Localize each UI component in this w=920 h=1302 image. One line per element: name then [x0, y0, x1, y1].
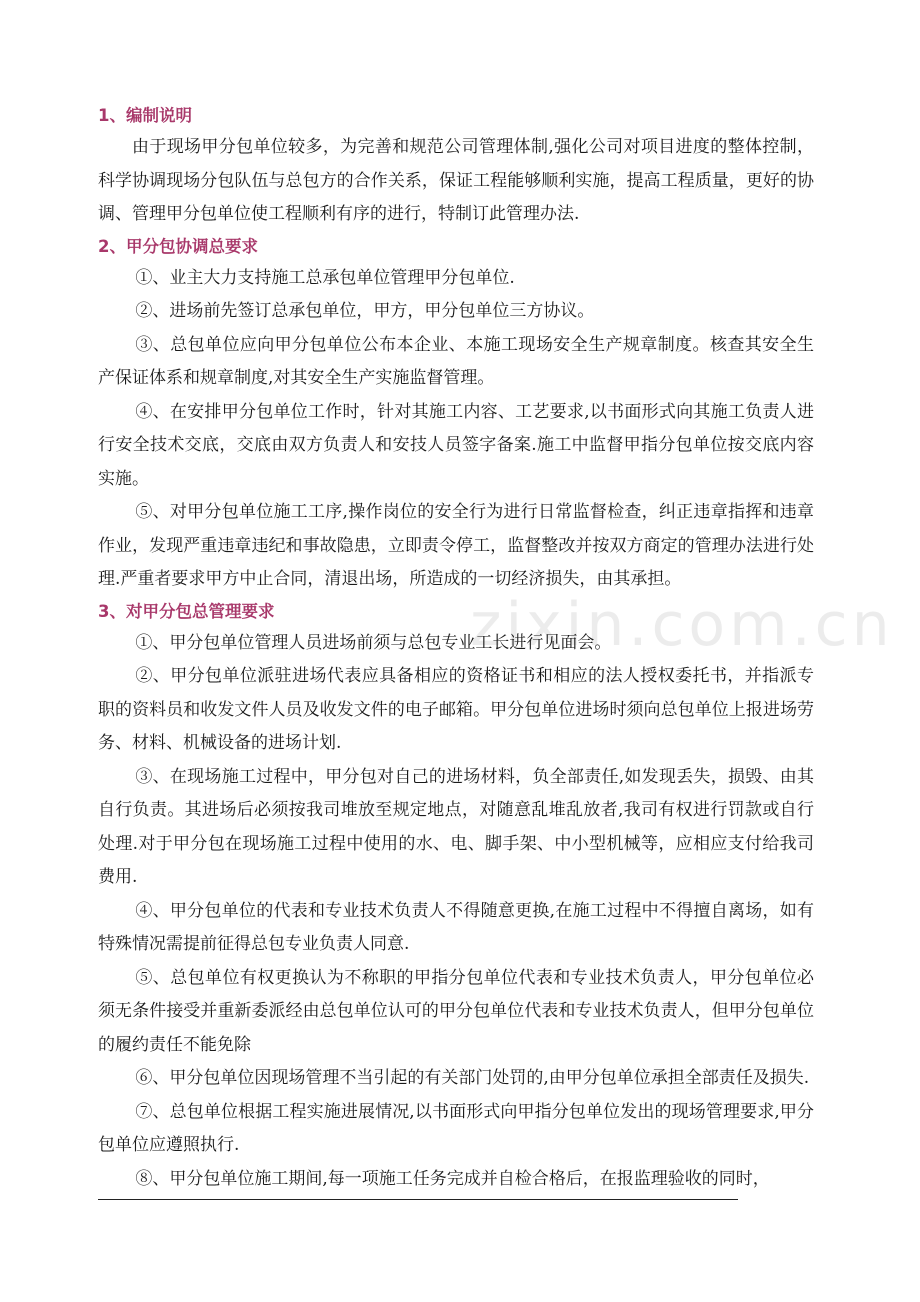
watermark: zixin.com.cn [470, 590, 894, 660]
section-heading-1: 1、编制说明 [98, 106, 192, 125]
list-item: ②、甲分包单位派驻进场代表应具备相应的资格证书和相应的法人授权委托书，并指派专职的资料员和收发文件人员及收发文件的电子邮箱。甲分包单位进场时须向总包单位上报进场劳务、材料、机械设备的进场计划. [98, 666, 814, 753]
list-item: ⑤、总包单位有权更换认为不称职的甲指分包单位代表和专业技术负责人，甲分包单位必须无条件接受并重新委派经由总包单位认可的甲分包单位代表和专业技术负责人，但甲分包单位的履约责任不能免除 [98, 967, 814, 1055]
list-item: ⑧、甲分包单位施工期间,每一项施工任务完成并自检合格后，在报监理验收的同时， [135, 1168, 770, 1189]
list-item: ③、在现场施工过程中，甲分包对自己的进场材料，负全部责任,如发现丢失，损毁、由其自行负责。其进场后必须按我司堆放至规定地点，对随意乱堆乱放者,我司有权进行罚款或自行处理.对于甲分包在现场施工过程中使用的水、电、脚手架、中小型机械等，应相应支付给我司费用. [98, 766, 814, 887]
list-item: ⑦、总包单位根据工程实施进展情况,以书面形式向甲指分包单位发出的现场管理要求,甲分包单位应遵照执行. [98, 1101, 814, 1155]
list-item: ③、总包单位应向甲分包单位公布本企业、本施工现场安全生产规章制度。核查其安全生产保证体系和规章制度,对其安全生产实施监督管理。 [98, 334, 814, 388]
section-heading-3: 3、对甲分包总管理要求 [98, 601, 275, 621]
section-heading-2: 2、甲分包协调总要求 [98, 236, 258, 256]
document-body [98, 101, 814, 1196]
list-item: ②、进场前先签订总承包单位，甲方，甲分包单位三方协议。 [135, 301, 595, 321]
list-item: ④、甲分包单位的代表和专业技术负责人不得随意更换,在施工过程中不得擅自离场，如有特殊情况需提前征得总包专业负责人同意. [98, 900, 814, 954]
list-item: ⑥、甲分包单位因现场管理不当引起的有关部门处罚的,由甲分包单位承担全部责任及损失. [135, 1068, 810, 1088]
list-item: ①、业主大力支持施工总承包单位管理甲分包单位. [135, 267, 515, 288]
list-item: ⑤、对甲分包单位施工工序,操作岗位的安全行为进行日常监督检查，纠正违章指挥和违章作业，发现严重违章违纪和事故隐患，立即责令停工，监督整改并按双方商定的管理办法进行处理.严重者要求甲方中止合同，清退出场，所造成的一切经济损失，由其承担。 [98, 502, 814, 589]
footer-rule [98, 1199, 738, 1200]
list-item: ①、甲分包单位管理人员进场前须与总包专业工长进行见面会。 [135, 632, 612, 653]
paragraph: 由于现场甲分包单位较多，为完善和规范公司管理体制,强化公司对项目进度的整体控制，科学协调现场分包队伍与总包方的合作关系，保证工程能够顺利实施，提高工程质量，更好的协调、管理甲分包单位使工程顺利有序的进行，特制订此管理办法. [98, 137, 814, 224]
list-item: ④、在安排甲分包单位工作时，针对其施工内容、工艺要求,以书面形式向其施工负责人进行安全技术交底，交底由双方负责人和安技人员签字备案.施工中监督甲指分包单位按交底内容实施。 [98, 401, 814, 489]
